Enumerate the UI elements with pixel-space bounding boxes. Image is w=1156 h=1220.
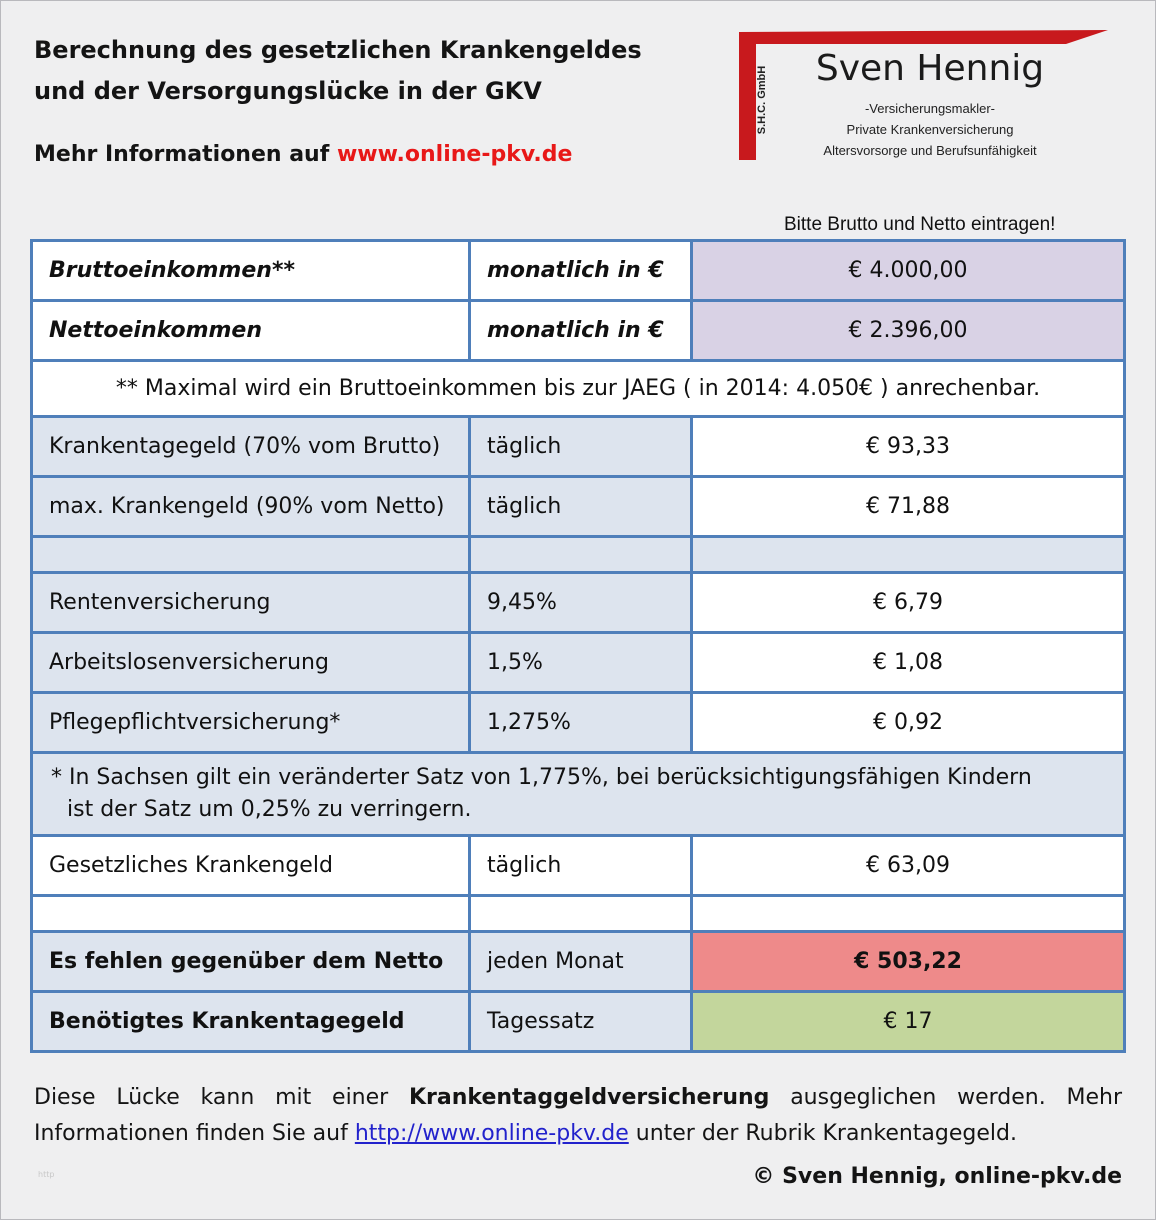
arbeitslos-label: Arbeitslosenversicherung — [32, 633, 470, 693]
row-benoetigt — [32, 992, 1125, 1052]
rente-label: Rentenversicherung — [32, 573, 470, 633]
note-jaeg: ** Maximal wird ein Bruttoeinkommen bis zur JAEG ( in 2014: 4.050€ ) anrechenbar. — [32, 360, 1125, 417]
row-brutto — [32, 241, 1125, 301]
row-pflegepflichtversicherung — [32, 692, 1125, 752]
krankentagegeld-label: Krankentagegeld (70% vom Brutto) — [32, 417, 470, 477]
arbeitslos-rate: 1,5% — [470, 633, 692, 693]
row-gesetzliches-krankengeld — [32, 836, 1125, 896]
logo-company-vertical — [742, 40, 782, 160]
spacer-cell — [692, 896, 1125, 932]
row-spacer — [32, 537, 1125, 573]
more-info-prefix: Mehr Informationen auf — [34, 142, 330, 167]
max-krankengeld-value: € 71,88 — [692, 477, 1125, 537]
logo-name: Sven Hennig — [815, 48, 1045, 89]
row-note-jaeg — [32, 360, 1125, 417]
netto-input[interactable]: € 2.396,00 — [692, 300, 1125, 360]
fehlen-value: € 503,22 — [692, 932, 1125, 992]
row-note-sachsen — [32, 752, 1125, 836]
row-netto — [32, 300, 1125, 360]
spacer-cell — [32, 896, 470, 932]
benoetigt-value: € 17 — [692, 992, 1125, 1052]
spacer-cell — [692, 537, 1125, 573]
logo-line-2: Private Krankenversicherung — [846, 122, 1014, 137]
max-krankengeld-unit: täglich — [470, 477, 692, 537]
gesetzlich-label: Gesetzliches Krankengeld — [32, 836, 470, 896]
footer-link[interactable]: http://www.online-pkv.de — [354, 1121, 629, 1146]
krankentagegeld-unit: täglich — [470, 417, 692, 477]
footer-text-part-1: Diese Lücke kann mit einer — [34, 1085, 389, 1110]
rente-value: € 6,79 — [692, 573, 1125, 633]
spacer-cell — [470, 896, 692, 932]
footer-text-part-2: ausgeglichen werden. Mehr Informationen finden Sie auf — [34, 1085, 1122, 1146]
title-line-2: und der Versorgungslücke in der GKV — [34, 77, 542, 105]
more-info — [34, 142, 572, 167]
row-arbeitslosenversicherung — [32, 633, 1125, 693]
row-fehlbetrag — [32, 932, 1125, 992]
netto-unit: monatlich in € — [470, 300, 692, 360]
fehlen-unit: jeden Monat — [470, 932, 692, 992]
note-sachsen — [32, 752, 1125, 836]
row-krankentagegeld — [32, 417, 1125, 477]
watermark: http — [38, 1170, 55, 1179]
gesetzlich-value: € 63,09 — [692, 836, 1125, 896]
benoetigt-label: Benötigtes Krankentagegeld — [32, 992, 470, 1052]
benoetigt-unit: Tagessatz — [470, 992, 692, 1052]
krankentagegeld-value: € 93,33 — [692, 417, 1125, 477]
logo-line-1: -Versicherungsmakler- — [864, 101, 996, 116]
logo-subtitle — [790, 98, 1070, 161]
footer-text — [34, 1080, 1122, 1152]
logo-company-text: S.H.C. GmbH — [756, 65, 769, 135]
brutto-input[interactable]: € 4.000,00 — [692, 241, 1125, 301]
brutto-unit: monatlich in € — [470, 241, 692, 301]
page-title — [34, 30, 642, 112]
fehlen-label: Es fehlen gegenüber dem Netto — [32, 932, 470, 992]
spacer-cell — [32, 537, 470, 573]
gesetzlich-unit: täglich — [470, 836, 692, 896]
footer-keyword: Krankentaggeldversicherung — [409, 1085, 770, 1110]
rente-rate: 9,45% — [470, 573, 692, 633]
more-info-link[interactable]: www.online-pkv.de — [336, 142, 573, 167]
note-sachsen-line-1: * In Sachsen gilt ein veränderter Satz von 1,775%, bei berücksichtigungsfähigen Kindern — [51, 765, 1032, 791]
input-hint: Bitte Brutto und Netto eintragen! — [784, 214, 1056, 235]
netto-label: Nettoeinkommen — [32, 300, 470, 360]
note-sachsen-line-2: ist der Satz um 0,25% zu verringern. — [67, 797, 472, 823]
max-krankengeld-label: max. Krankengeld (90% vom Netto) — [32, 477, 470, 537]
logo-line-3: Altersvorsorge und Berufsunfähigkeit — [823, 143, 1037, 158]
pflege-value: € 0,92 — [692, 692, 1125, 752]
copyright: © Sven Hennig, online-pkv.de — [752, 1164, 1122, 1189]
row-spacer — [32, 896, 1125, 932]
pflege-rate: 1,275% — [470, 692, 692, 752]
title-line-1: Berechnung des gesetzlichen Krankengeldes — [34, 36, 642, 64]
row-max-krankengeld — [32, 477, 1125, 537]
arbeitslos-value: € 1,08 — [692, 633, 1125, 693]
calculation-table — [30, 239, 1126, 1053]
spacer-cell — [470, 537, 692, 573]
row-rentenversicherung — [32, 573, 1125, 633]
footer-text-part-3: unter der Rubrik Krankentagegeld. — [635, 1121, 1017, 1146]
pflege-label: Pflegepflichtversicherung* — [32, 692, 470, 752]
brutto-label: Bruttoeinkommen** — [32, 241, 470, 301]
